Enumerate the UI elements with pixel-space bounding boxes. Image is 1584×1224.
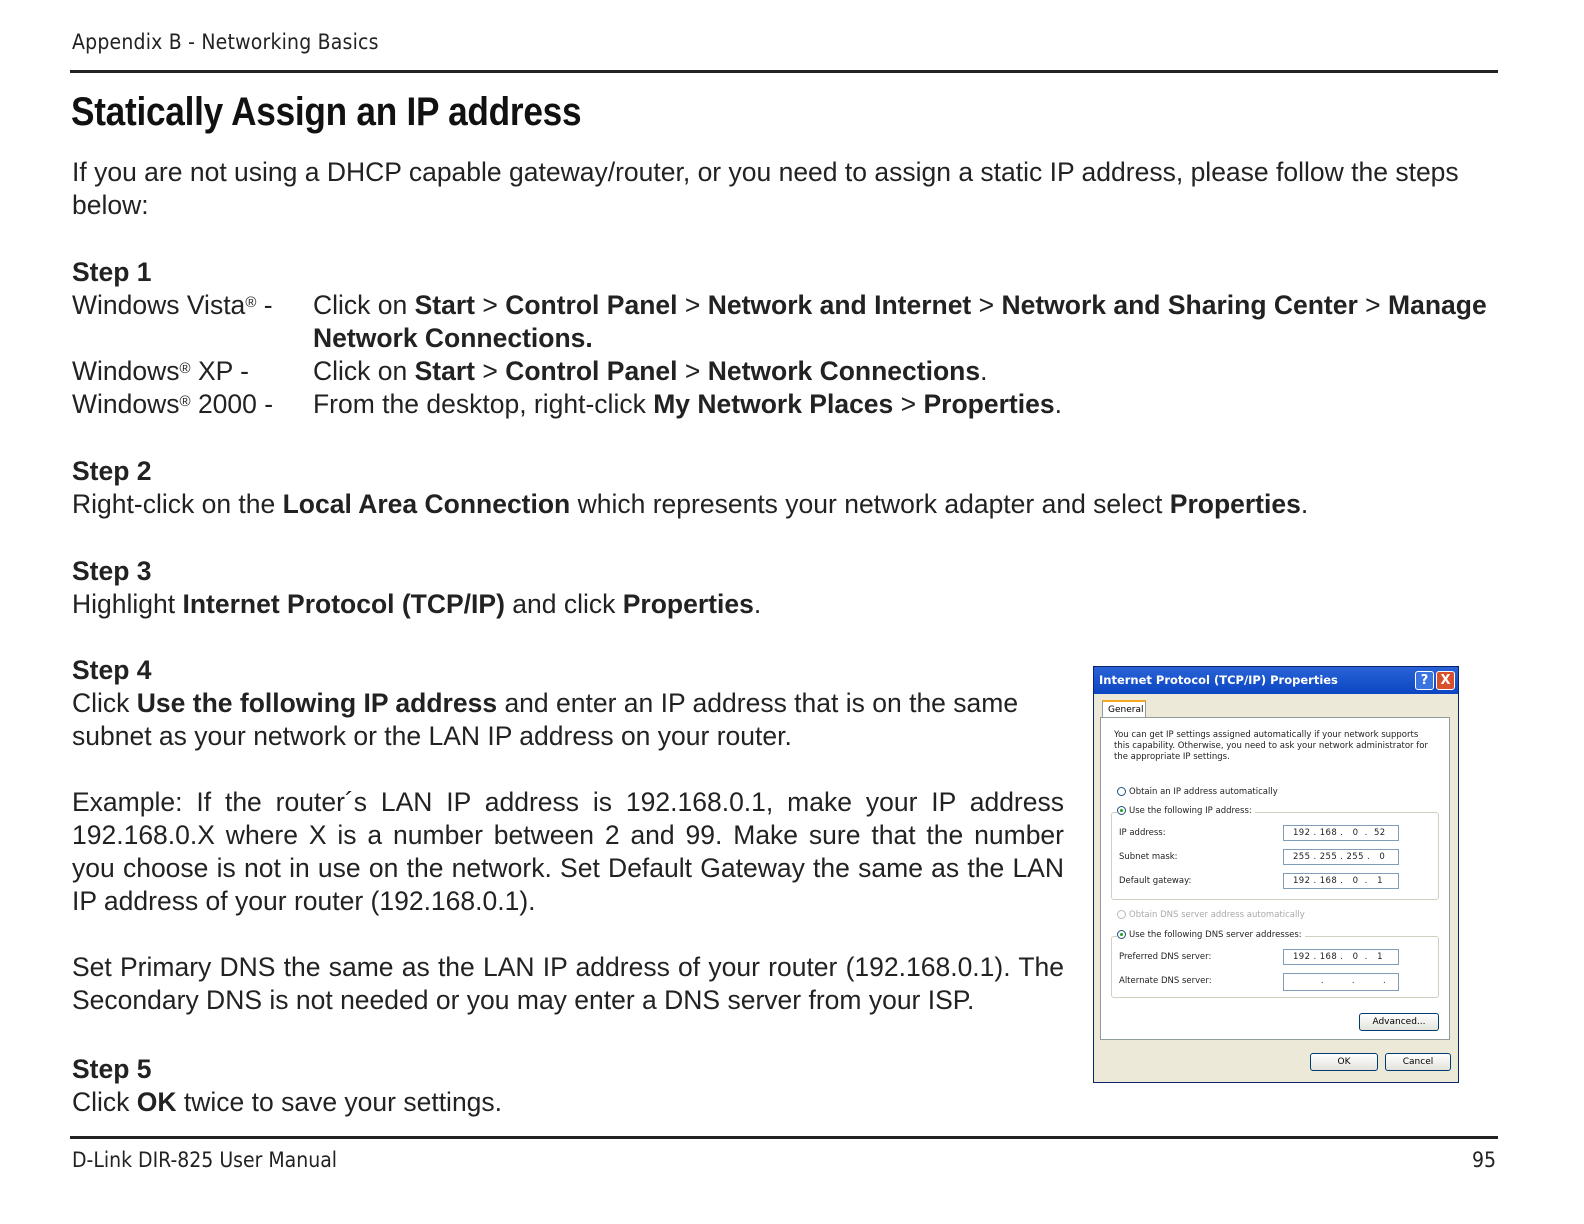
- default-gateway-label: Default gateway:: [1119, 876, 1192, 886]
- step-4-example: Example: If the router´s LAN IP address is 192.168.0.1, make your IP address 192.168.0.X where X is a number between 2 and 99. Make sure that the number you choose is not in use on the network. Set Default Gateway the same as the LAN IP address of your router (192.168.0.1).: [72, 787, 1064, 916]
- step-5-heading: Step 5: [72, 1054, 152, 1084]
- footer-manual-title: D-Link DIR-825 User Manual: [72, 1148, 338, 1172]
- use-ip-radio[interactable]: Use the following IP address:: [1117, 806, 1255, 817]
- tcpip-properties-dialog: [1093, 666, 1459, 1083]
- xp-label: Windows® XP -: [72, 356, 249, 386]
- vista-label: Windows Vista® -: [72, 290, 273, 320]
- w2000-label: Windows® 2000 -: [72, 389, 274, 419]
- page-number: 95: [1471, 1148, 1496, 1172]
- page-title: Statically Assign an IP address: [71, 90, 582, 134]
- alternate-dns-label: Alternate DNS server:: [1119, 976, 1212, 986]
- running-header: Appendix B - Networking Basics: [72, 30, 379, 54]
- preferred-dns-label: Preferred DNS server:: [1119, 952, 1212, 962]
- step-5-text: Click OK twice to save your settings.: [72, 1087, 503, 1117]
- alternate-dns-input[interactable]: . . .: [1283, 973, 1399, 991]
- intro-paragraph: If you are not using a DHCP capable gateway/router, or you need to assign a static IP address, please follow the steps below:: [72, 157, 1459, 220]
- help-button[interactable]: ?: [1415, 671, 1434, 690]
- ip-address-input[interactable]: 192 . 168 . 0 . 52: [1283, 825, 1399, 841]
- subnet-mask-label: Subnet mask:: [1119, 852, 1178, 862]
- use-dns-radio[interactable]: Use the following DNS server addresses:: [1117, 930, 1305, 941]
- step-4-dns: Set Primary DNS the same as the LAN IP address of your router (192.168.0.1). The Secondary DNS is not needed or you may enter a DNS server from your ISP.: [72, 952, 1064, 1015]
- default-gateway-input[interactable]: 192 . 168 . 0 . 1: [1283, 873, 1399, 889]
- footer-rule: [70, 1136, 1498, 1139]
- advanced-button[interactable]: Advanced...: [1359, 1013, 1439, 1031]
- preferred-dns-input[interactable]: 192 . 168 . 0 . 1: [1283, 949, 1399, 965]
- step-1: [72, 256, 1498, 421]
- vista-instructions: Click on Start > Control Panel > Network and Internet > Network and Sharing Center > Manage Network Connections.: [313, 290, 1487, 353]
- vista-row: [72, 289, 1498, 355]
- step-2-heading: Step 2: [72, 456, 152, 486]
- xp-instructions: Click on Start > Control Panel > Network Connections.: [313, 356, 988, 386]
- step-4-text: Click Use the following IP address and enter an IP address that is on the same subnet as your network or the LAN IP address on your router.: [72, 688, 1019, 751]
- step-1-heading: Step 1: [72, 257, 152, 287]
- step-4: [72, 654, 1064, 1017]
- step-3-text: Highlight Internet Protocol (TCP/IP) and click Properties.: [72, 589, 762, 619]
- w2000-row: [72, 388, 1498, 421]
- ip-address-label: IP address:: [1119, 828, 1166, 838]
- dialog-title: Internet Protocol (TCP/IP) Properties: [1099, 673, 1338, 687]
- header-rule: [70, 70, 1498, 73]
- close-button[interactable]: X: [1436, 671, 1455, 690]
- obtain-ip-radio[interactable]: Obtain an IP address automatically: [1117, 787, 1278, 798]
- step-3: [72, 555, 1498, 621]
- subnet-mask-input[interactable]: 255 . 255 . 255 . 0: [1283, 849, 1399, 865]
- step-3-heading: Step 3: [72, 556, 152, 586]
- step-2: [72, 455, 1498, 521]
- xp-row: [72, 355, 1498, 388]
- general-panel: [1100, 717, 1450, 1040]
- w2000-instructions: From the desktop, right-click My Network Places > Properties.: [313, 389, 1062, 419]
- obtain-dns-radio[interactable]: Obtain DNS server address automatically: [1117, 910, 1305, 921]
- dialog-description: You can get IP settings assigned automatically if your network supports this capability. Otherwise, you need to ask your network administrator for the appropriate IP settings.: [1114, 730, 1428, 762]
- ok-button[interactable]: OK: [1310, 1053, 1378, 1071]
- tab-general[interactable]: General: [1102, 700, 1146, 718]
- step-4-heading: Step 4: [72, 655, 152, 685]
- step-2-text: Right-click on the Local Area Connection which represents your network adapter and select Properties.: [72, 489, 1309, 519]
- dialog-title-bar: [1094, 667, 1458, 694]
- step-5: [72, 1053, 1064, 1119]
- cancel-button[interactable]: Cancel: [1385, 1053, 1451, 1071]
